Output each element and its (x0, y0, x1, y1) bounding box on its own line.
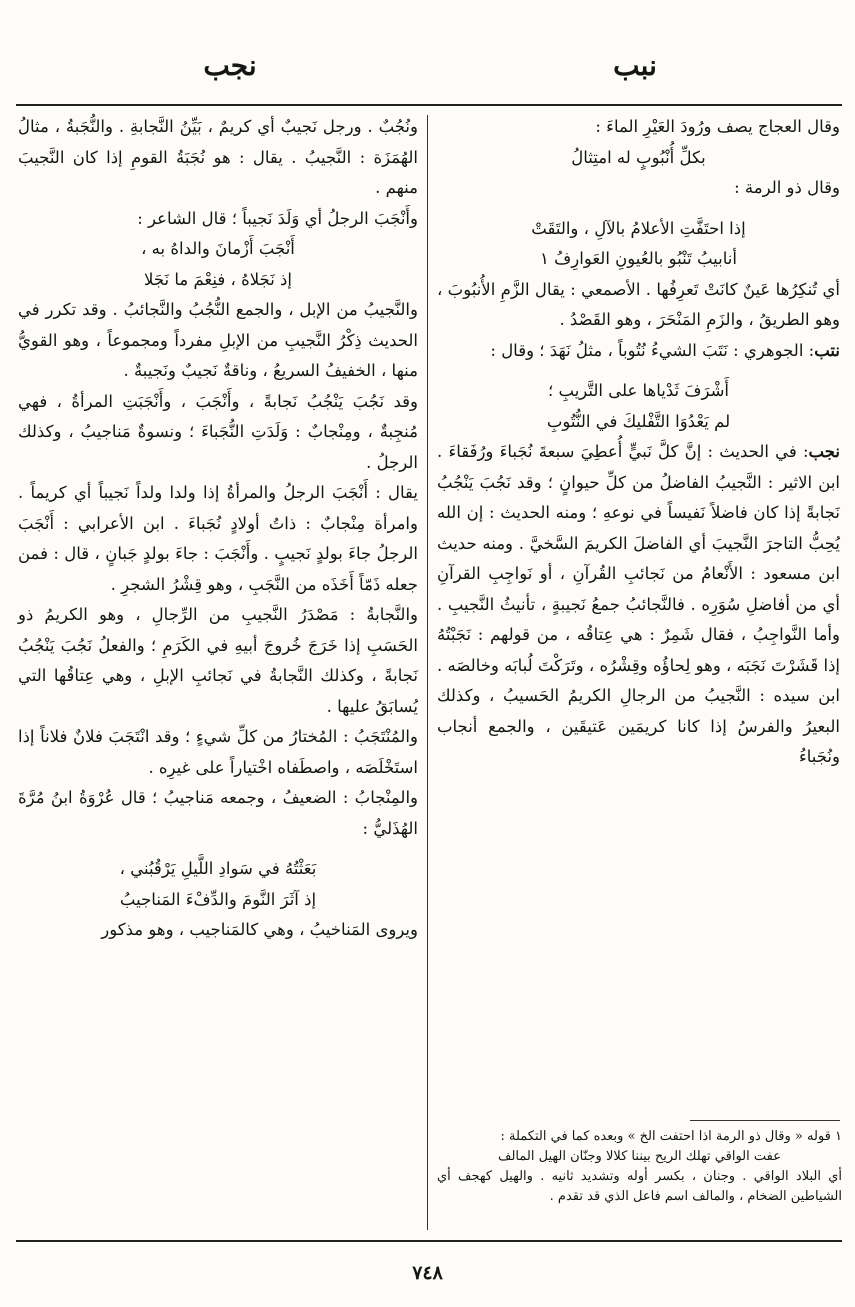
spacer (437, 204, 840, 214)
entry-text: : الجوهري : نَتَبَ الشيءُ نُتُوباً ، مثلُ نَهَدَ ؛ وقال : (490, 340, 815, 360)
page-number: ٧٤٨ (412, 1262, 443, 1284)
paragraph: يقال : أَنْجَبَ الرجلُ والمرأةُ إذا ولدا ولداً نَجيباً أي كريماً . وامرأة مِنْجابٌ : ذاتُ أولادٍ نُجَباءَ . ابن الأعرابي : أَنْجَبَ الرجلُ جاءَ بولدٍ نَجيبٍ . وأَنْجَبَ : جاءَ بولدٍ جَبانٍ ، قال : فمن جعله ذَمّاً أَخَذَه من النَّجَبِ ، وهو قِشْرُ الشجرِ . (18, 483, 418, 594)
column-divider (427, 115, 428, 1230)
headword: نتب (814, 340, 840, 360)
bottom-rule (16, 1240, 842, 1242)
text-line: وقال العجاج يصف ورُودَ العَيْرِ الماءَ : (595, 117, 840, 136)
verse-line: أنابيبُ تَنْبُو بالعُيونِ العَوارِفُ ١ (540, 249, 737, 268)
spacer (437, 366, 840, 376)
verse-line: أَشْرَفَ ثَدْياها على التَّريبِ ؛ (548, 381, 729, 400)
right-column (437, 112, 840, 773)
verse-line: بَعَثْتُهُ في سَوادِ اللَّيلِ يَرْقُبُني ، (119, 859, 317, 878)
spacer (18, 844, 418, 854)
verse-line: لم يَعْدُوَا التَّفْليكَ في النُّتُوبِ (546, 411, 731, 431)
entry-natab (437, 336, 840, 367)
left-column (18, 112, 418, 946)
verse-line: إذا احتَفَّتِ الأعلامُ بالآلِ ، والتَقَتْ (531, 218, 746, 238)
footnote-line: ١ قوله « وقال ذو الرمة اذا احتفت الخ » وبعده كما في التكملة : (500, 1129, 842, 1144)
verse-line: إذ نَجَلاهُ ، فنِعْمَ ما نَجَلا (144, 269, 292, 289)
top-rule (16, 104, 842, 106)
paragraph: والمِنْجابُ : الضعيفُ ، وجمعه مَناجيبُ ؛ قال عُرْوَةُ ابنُ مُرَّةَ الهُذَليُّ : (18, 788, 418, 838)
verse-line: أَنْجَبَ أَزْمانَ والداهُ به ، (141, 239, 295, 258)
left-running-headword: نجب (203, 49, 257, 82)
entry-text: : في الحديث : إنَّ كلَّ نَبيٍّ أُعطِيَ سبعةَ نُجَباءَ ورُفَقاءَ . ابن الاثير : النَّجيبُ الفاضلُ من كلِّ حيوانٍ ؛ وقد نَجُبَ يَنْجُبُ نَجابةً إذا كان فاضلاً نَفيساً في نوعهِ ؛ ومنه الحديث : إن الله يُحِبُّ التاجرَ النَّجيبَ أي الفاضلَ الكريمَ السَّخيَّ . ومنه حديث ابن مسعود : الأَنْعامُ من نَجائبِ القُرآنِ ، أو نَواجِبِ القرآنِ أي من أفاضلِ سُوَرِه . فالنَّجائبُ جمعُ نَجيبةٍ ، تأنيثُ النَّجيبِ . وأما النَّواجِبُ ، فقال شَمِرٌ : هي عِتاقُه ، من قولهم : نَجَبْتُهُ إذا قَشَرْتَ نَجَبَه ، وهو لِحاؤُه وقِشْرُه ، وتَرَكْتَ لُبابَه وخالصَه . ابن سيده : النَّجيبُ من الرجالِ الكريمُ الحَسيبُ ، وكذلك البعيرُ والفرسُ إذا كانا كريمَين عَتيقَين ، والجمع أنجاب ونُجَباءُ (437, 442, 840, 766)
paragraph: والمُنْتَجَبُ : المُختارُ من كلِّ شيءٍ ؛ وقد انْتَجَبَ فلانٌ فلاناً إذا استَخْلَصَه ، واصطَفاه اخْتياراً على غيرِه . (18, 727, 418, 777)
footnote-verse: عفت الواقي تهلك الريح بيننا كلالا وجنّان الهيل المالف (498, 1149, 781, 1164)
footnote-line: أي البلاد الواقي . وجنان ، بكسر أوله وتشديد ثانيه . والهيل كهجف أي الشياطين الضخام ، والمالف اسم فاعل الذي قد تقدم . (437, 1169, 842, 1204)
entry-najab (437, 437, 840, 773)
paragraph: والنَّجيبُ من الإبل ، والجمع النُّجُبُ والنَّجائبُ . وقد تكرر في الحديث ذِكْرُ النَّجيبِ من الإبلِ مفرداً ومجموعاً ، وهو القويُّ منها ، الخفيفُ السريعُ ، وناقةٌ نَجيبٌ ونَجيبةٌ . (18, 300, 418, 380)
paragraph: ويروى المَناخيبُ ، وهي كالمَناجيب ، وهو مذكور (101, 920, 418, 939)
paragraph: أي تُنكِرُها عَينٌ كانَتْ تَعرِفُها . الأصمعي : يقال الزَّمِ الأُنبُوبَ ، وهو الطريقُ ، والزَمِ المَنْحَرَ ، وهو القَصْدُ . (437, 279, 840, 329)
footnote-rule (690, 1120, 840, 1121)
verse-line: بكلِّ أُنْبُوبٍ له امتِثالُ (571, 147, 706, 167)
right-running-headword: نبب (613, 49, 657, 82)
paragraph: وأَنْجَبَ الرجلُ أي وَلَدَ نَجيباً ؛ قال الشاعر : (137, 208, 418, 228)
headword: نجب (808, 442, 840, 461)
paragraph: وقد نَجُبَ يَنْجُبُ نَجابةً ، وأَنْجَبَ ، وأَنْجَبَتِ المرأةُ ، فهي مُنجِبةٌ ، ومِنْجابٌ : وَلَدَتِ النُّجَباءَ ؛ ونسوةٌ مَناجيبُ ، وكذلك الرجلُ . (18, 391, 418, 472)
footnote (437, 1127, 842, 1207)
paragraph: والنَّجابةُ : مَصْدَرُ النَّجيبِ من الرِّجالِ ، وهو الكريمُ ذو الحَسَبِ إذا خَرَجَ خُروجَ أبيهِ في الكَرَمِ ؛ والفعلُ نَجُبَ يَنْجُبُ نَجابةً ، وكذلك النَّجابةُ في نَجائبِ الإبلِ ، وهي عِتاقُها التي يُسابَقُ عليها . (18, 605, 418, 716)
paragraph: ونُجُبٌ . ورجل نَجيبٌ أي كريمٌ ، بَيِّنُ النَّجابةِ . والنُّجَبةُ ، مثالُ الهُمَزَة : النَّجيبُ . يقال : هو نُجَبَةُ القومِ إذا كان النَّجيبَ منهم . (18, 117, 418, 197)
text-line: وقال ذو الرمة : (734, 178, 840, 197)
verse-line: إذ آثَرَ النَّومَ والدِّفْءَ المَناجيبُ (119, 889, 317, 909)
